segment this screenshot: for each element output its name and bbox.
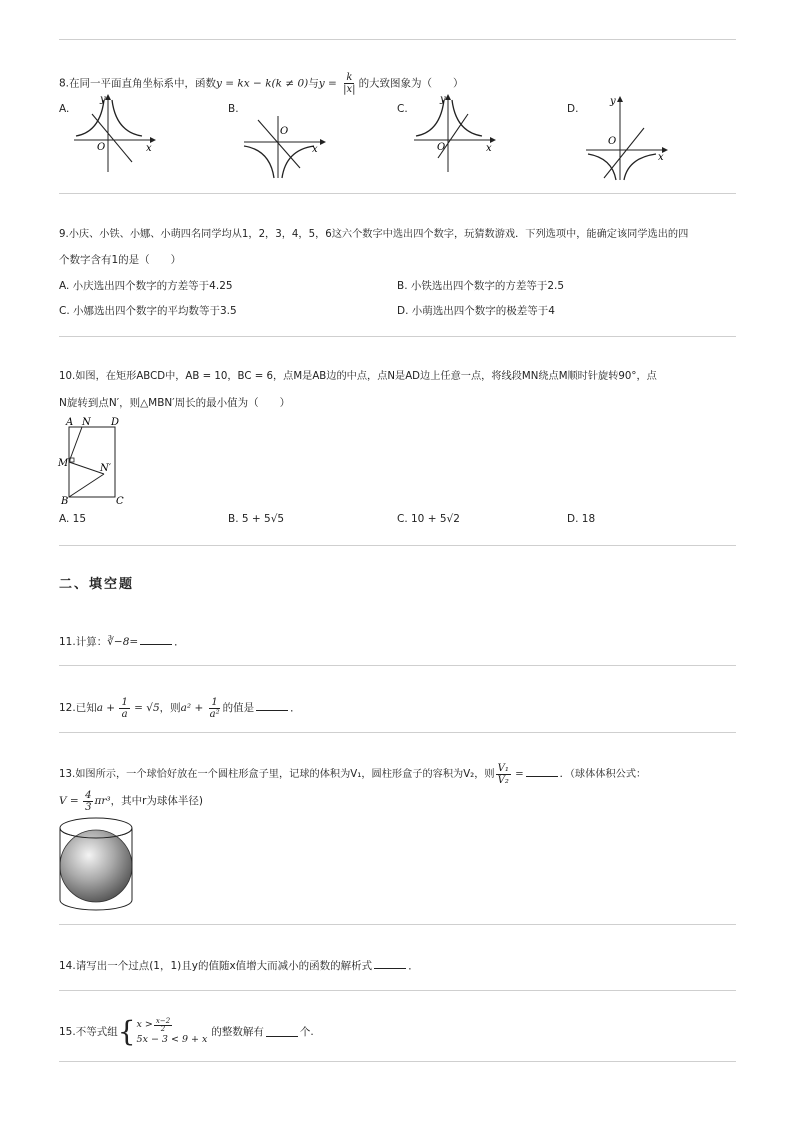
q8-stem-c: 的大致图象为（ ） <box>358 77 464 90</box>
q12-num1: 1 <box>121 696 128 708</box>
q11-answer-blank[interactable] <box>140 635 172 645</box>
q12-eq: = √5 <box>130 702 160 714</box>
q12-mid: ，则 <box>159 702 181 714</box>
q13-eq: = <box>511 769 524 780</box>
q9-stem-line1: 9.小庆、小铁、小娜、小萌四名同学均从1，2，3，4，5，6这六个数字中选出四个数字，玩猜数游戏．下列选项中，能确定该同学选出的四 <box>59 229 689 240</box>
q9-stem-line2: 个数字含有1的是（ ） <box>59 254 182 266</box>
q9-option-d[interactable]: D. 小萌选出四个数字的极差等于4 <box>397 305 555 317</box>
q12-stem <box>59 693 301 723</box>
q11-expr: ∛−8= <box>107 636 139 648</box>
q13-formula-note: ，其中r为球体半径) <box>110 795 203 807</box>
q10-label-n: N <box>82 417 91 428</box>
q15-ineq1-num: x−2 <box>155 1016 171 1025</box>
q15-brace: { <box>117 1015 136 1048</box>
q9-option-c[interactable]: C. 小娜选出四个数字的平均数等于3.5 <box>59 305 237 317</box>
q9-option-a[interactable]: A. 小庆选出四个数字的方差等于4.25 <box>59 280 233 292</box>
q15-post: 的整数解有 <box>211 1026 264 1038</box>
q10-label-a: A <box>66 417 74 428</box>
q12-a: a + <box>96 702 119 714</box>
q15-ineq2: 5x − 3 < 9 + x <box>136 1033 208 1045</box>
q11-post: ． <box>174 636 185 648</box>
divider-top <box>59 39 736 40</box>
divider-q8 <box>59 193 736 194</box>
q13-formula-num: 4 <box>85 789 92 801</box>
q8-a-axis-y: y <box>100 94 106 105</box>
q8-a-origin: O <box>97 142 106 153</box>
divider-q15 <box>59 1061 736 1062</box>
q8-func1: y = kx − k(k ≠ 0) <box>216 77 309 90</box>
q8-b-origin: O <box>280 126 289 137</box>
q13-den: V₂ <box>497 774 509 786</box>
q8-d-axis-x: x <box>658 152 664 163</box>
q15-end: 个. <box>299 1026 314 1038</box>
q8-option-a-label[interactable]: A. <box>59 103 70 115</box>
q15-ineq1-lhs: x > <box>136 1019 153 1030</box>
q12-end: ． <box>290 702 301 714</box>
q13-formula-rhs: πr³ <box>94 795 111 807</box>
q13-pre: 13.如图所示，一个球恰好放在一个圆柱形盒子里，记球的体积为V₁，圆柱形盒子的容积为V₂，则 <box>59 769 495 780</box>
q10-rectangle-figure <box>56 414 128 506</box>
q10-label-c: C <box>116 496 124 506</box>
q8-func2-den: |x| <box>343 84 356 95</box>
q15-ineq1 <box>137 1018 208 1033</box>
q8-graph-b[interactable] <box>240 112 330 182</box>
q13-post: ．（球体体积公式： <box>559 769 647 780</box>
q8-c-axis-y: y <box>440 94 446 105</box>
q8-stem-b: 与 <box>308 77 319 90</box>
q8-func2-num: k <box>346 72 353 83</box>
q8-func2-lhs: y = <box>318 77 341 90</box>
q10-option-b[interactable]: B. 5 + 5√5 <box>228 513 285 525</box>
q13-num: V₁ <box>497 762 509 774</box>
q14-stem <box>59 959 419 973</box>
q14-answer-blank[interactable] <box>374 959 406 969</box>
q13-answer-blank[interactable] <box>526 767 558 777</box>
q8-graph-c[interactable] <box>410 92 500 174</box>
q12-den1: a <box>121 708 128 720</box>
q15-pre: 15.不等式组 <box>59 1026 118 1038</box>
q8-stem-a: 8.在同一平面直角坐标系中，函数 <box>59 77 217 90</box>
q12-post: 的值是 <box>222 702 255 714</box>
q10-label-nprime: N′ <box>100 463 112 474</box>
q12-a2: a² + <box>180 702 207 714</box>
q10-stem-line1: 10.如图，在矩形ABCD中，AB = 10，BC = 6，点M是AB边的中点，点N是AD边上任意一点，将线段MN绕点M顺时针旋转90°，点 <box>59 371 657 382</box>
divider-q10 <box>59 545 736 546</box>
divider-q11 <box>59 665 736 666</box>
q10-label-b: B <box>61 496 69 506</box>
q8-d-origin: O <box>608 136 617 147</box>
q8-graph-d[interactable] <box>582 94 672 182</box>
divider-q13 <box>59 924 736 925</box>
q14-end: ． <box>408 960 419 972</box>
q12-pre: 12.已知 <box>59 702 97 714</box>
q10-label-d: D <box>111 417 120 428</box>
q8-func2-fraction <box>341 72 357 95</box>
q10-option-d[interactable]: D. 18 <box>567 513 596 525</box>
q13-formula-lhs: V = <box>59 795 83 807</box>
q8-b-axis-x: x <box>312 144 318 155</box>
q15-system <box>137 1018 208 1047</box>
q13-stem-line2 <box>59 786 203 816</box>
q8-c-origin: O <box>437 142 446 153</box>
q8-c-axis-x: x <box>486 143 492 154</box>
q12-den2: a² <box>209 708 220 720</box>
q10-option-c[interactable]: C. 10 + 5√2 <box>397 513 460 525</box>
q11-stem <box>59 635 185 649</box>
q13-fraction <box>496 763 511 786</box>
q15-ineq1-fraction <box>154 1018 172 1033</box>
q13-formula-fraction <box>83 790 93 813</box>
q12-answer-blank[interactable] <box>256 701 288 711</box>
q10-label-m: M <box>58 458 69 469</box>
divider-q9 <box>59 336 736 337</box>
q15-answer-blank[interactable] <box>266 1027 298 1037</box>
divider-q12 <box>59 732 736 733</box>
q8-option-d-label[interactable]: D. <box>567 103 579 115</box>
q12-num2: 1 <box>211 696 218 708</box>
divider-q14 <box>59 990 736 991</box>
q14-text: 14.请写出一个过点(1，1)且y的值随x值增大而减小的函数的解析式 <box>59 960 373 972</box>
q13-formula-den: 3 <box>85 801 92 813</box>
q8-d-axis-y: y <box>610 96 616 107</box>
q8-a-axis-x: x <box>146 143 152 154</box>
section-title-fill-in: 二、填空题 <box>59 577 135 592</box>
q15-stem <box>59 1015 314 1049</box>
q8-graph-a[interactable] <box>70 92 160 174</box>
q10-option-a[interactable]: A. 15 <box>59 513 87 525</box>
q8-option-c-label[interactable]: C. <box>397 103 408 115</box>
q11-pre: 11.计算： <box>59 636 108 648</box>
q8-option-b-label[interactable]: B. <box>228 103 239 115</box>
q10-stem-line2: N旋转到点N′，则△MBN′周长的最小值为（ ） <box>59 397 291 409</box>
q13-cylinder-sphere-figure <box>56 814 136 914</box>
q15-ineq1-den: 2 <box>160 1024 166 1033</box>
q12-fraction-1 <box>119 697 129 720</box>
q12-fraction-2 <box>208 697 222 720</box>
q9-option-b[interactable]: B. 小铁选出四个数字的方差等于2.5 <box>397 280 565 292</box>
